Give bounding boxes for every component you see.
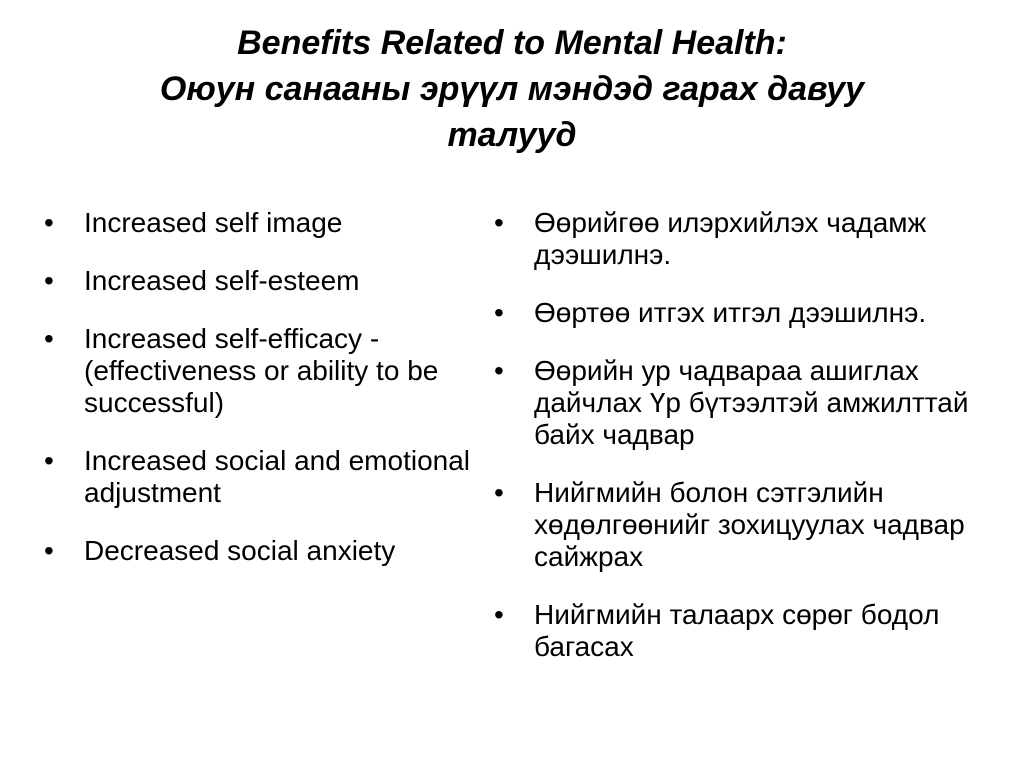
title-line-english: Benefits Related to Mental Health:: [237, 24, 787, 62]
list-item: [494, 599, 1019, 663]
bullet-icon: •: [494, 355, 504, 386]
list-item: [494, 207, 1019, 271]
list-item-text: Increased social and emotional adjustment: [84, 445, 471, 508]
bullet-icon: •: [44, 323, 54, 354]
list-item-text: Increased self-esteem: [84, 265, 360, 296]
list-item-text: Decreased social anxiety: [84, 535, 396, 566]
list-item: [494, 297, 1019, 329]
mongolian-benefits-list: [494, 207, 1019, 689]
bullet-icon: •: [44, 265, 54, 296]
list-item-text: Increased self-efficacy - (effectiveness or ability to be successful): [84, 323, 439, 418]
list-item: [494, 477, 1019, 573]
list-item: [44, 265, 474, 297]
title-line-mongolian-cont: талууд: [447, 116, 577, 154]
list-item-text: Өөрийгөө илэрхийлэх чадамж дээшилнэ.: [534, 207, 927, 270]
list-item-text: Increased self image: [84, 207, 343, 238]
title-line-mongolian: Оюун санааны эрүүл мэндэд гарах давуу: [159, 70, 865, 108]
list-item: [44, 445, 474, 509]
list-item: [494, 355, 1019, 451]
bullet-icon: •: [44, 535, 54, 566]
slide-title: [40, 20, 984, 158]
list-item-text: Нийгмийн болон сэтгэлийн хөдөлгөөнийг зохицуулах чадвар сайжрах: [534, 477, 965, 572]
list-item: [44, 323, 474, 419]
list-item: [44, 535, 474, 567]
bullet-icon: •: [44, 207, 54, 238]
list-item: [44, 207, 474, 239]
bullet-icon: •: [494, 477, 504, 508]
english-benefits-list: [44, 207, 474, 593]
list-item-text: Нийгмийн талаарх сөрөг бодол багасах: [534, 599, 940, 662]
list-item-text: Өөртөө итгэх итгэл дээшилнэ.: [534, 297, 927, 328]
bullet-icon: •: [494, 599, 504, 630]
bullet-icon: •: [494, 297, 504, 328]
list-item-text: Өөрийн ур чадвараа ашиглах дайчлах Үр бүтээлтэй амжилттай байх чадвар: [534, 355, 969, 450]
bullet-icon: •: [494, 207, 504, 238]
bullet-icon: •: [44, 445, 54, 476]
